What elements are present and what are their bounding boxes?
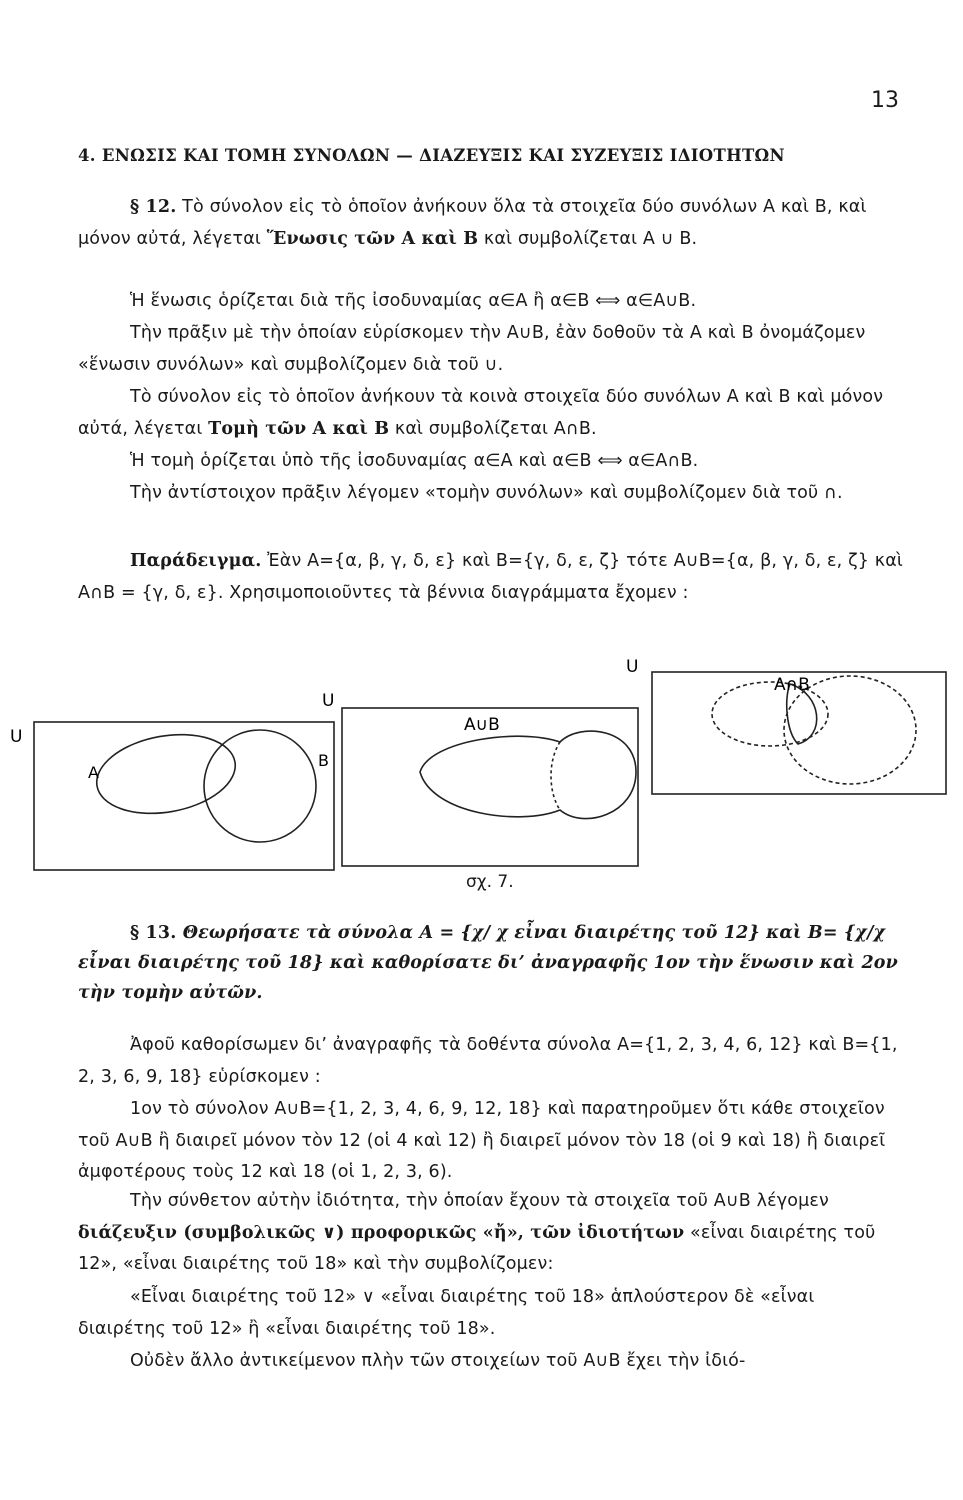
s13-p3-text-a: Τὴν σύνθετον αὐτὴν ἰδιότητα, τὴν ὁποίαν ἔχουν τὰ στοιχεῖα τοῦ Α∪Β λέγομεν: [130, 1191, 829, 1211]
s12-number: § 12.: [130, 197, 177, 217]
d3-intersection-label: A∩B: [774, 675, 810, 695]
union-shape: [420, 731, 636, 818]
d1-set-b-label: B: [318, 751, 329, 770]
s13-paragraph-3: [78, 1186, 906, 1281]
s12-paragraph-6: Τὴν ἀντίστοιχον πρᾶξιν λέγομεν «τομὴν συνόλων» καὶ συμβολίζομεν διὰ τοῦ ∩.: [130, 483, 843, 503]
set-b-circle: [204, 730, 316, 842]
venn-figure: [0, 650, 963, 910]
s13-task-text: Θεωρήσατε τὰ σύνολα Α = {χ/ χ εἶναι διαιρέτης τοῦ 12} καὶ Β= {χ/χ εἶναι διαιρέτης τοῦ 18} καὶ καθορίσατε δι’ ἀναγραφῆς 1ον τὴν ἕνωσιν καὶ 2ον τὴν τομὴν αὐτῶν.: [78, 923, 898, 1003]
s12-paragraph-5: Ἡ τομὴ ὁρίζεται ὑπὸ τῆς ἰσοδυναμίας α∈Α καὶ α∈Β ⟺ α∈Α∩Β.: [130, 451, 699, 471]
s12-intersection-term: Τομὴ τῶν Α καὶ Β: [208, 418, 390, 439]
d3-universe-label: U: [626, 657, 639, 677]
s12-text-2: καὶ συμβολίζεται Α ∪ Β.: [478, 228, 698, 249]
d1-universe-label: U: [10, 727, 23, 747]
set-a-ellipse: [90, 724, 241, 823]
example-label: Παράδειγμα.: [130, 551, 262, 571]
s13-paragraph-1: Ἀφοῦ καθορίσωμεν δι’ ἀναγραφῆς τὰ δοθέντα σύνολα Α={1, 2, 3, 4, 6, 12} καὶ Β={1, 2, 3, 6, 9, 18} εὑρίσκομεν :: [78, 1035, 898, 1087]
s13-disjunction-term: διάζευξιν (συμβολικῶς ∨) προφορικῶς «ἤ», τῶν ἰδιοτήτων: [78, 1222, 685, 1243]
s12-p4-text-c: καὶ συμβολίζεται Α∩Β.: [389, 418, 597, 439]
s13-paragraph-4: «Εἶναι διαιρέτης τοῦ 12» ∨ «εἶναι διαιρέτης τοῦ 18» ἁπλούστερον δὲ «εἶναι διαιρέτης τοῦ 12» ἢ «εἶναι διαιρέτης τοῦ 18».: [78, 1287, 815, 1339]
s12-union-term: Ἕνωσις τῶν Α καὶ Β: [266, 228, 479, 249]
d1-set-a-label: A: [88, 763, 99, 782]
s13-number: § 13.: [130, 923, 177, 943]
page-number: 13: [871, 88, 899, 113]
s13-p3-text-c: «εἶναι διαιρέτης τοῦ 12», «εἶναι διαιρέτης τοῦ 18» καὶ τὴν συμβολίζομεν:: [78, 1222, 876, 1274]
figure-caption: σχ. 7.: [466, 872, 514, 892]
s12-example: [78, 546, 906, 609]
universe-rect-1: [34, 722, 334, 870]
d2-universe-label: U: [322, 691, 335, 711]
s12-p4-text-a: Τὸ σύνολον εἰς τὸ ὁποῖον ἀνήκουν τὰ κοινὰ στοιχεῖα δύο συνόλων Α καὶ Β καὶ μόνον αὐτά, λέγεται: [78, 387, 884, 439]
s12-paragraph-1: [78, 192, 906, 255]
s12-text-1: Τὸ σύνολον εἰς τὸ ὁποῖον ἀνήκουν ὅλα τὰ στοιχεῖα δύο συνόλων Α καὶ Β, καὶ μόνον αὐτά, λέγεται: [78, 197, 867, 249]
s12-paragraph-4: [78, 382, 906, 445]
s12-paragraph-3: Τὴν πρᾶξιν μὲ τὴν ὁποίαν εὑρίσκομεν τὴν Α∪Β, ἐὰν δοθοῦν τὰ Α καὶ Β ὀνομάζομεν «ἕνωσιν συνόλων» καὶ συμβολίζομεν διὰ τοῦ ∪.: [78, 323, 866, 375]
union-inner-dashed: [551, 742, 560, 810]
s13-paragraph-5: Οὐδὲν ἄλλο ἀντικείμενον πλὴν τῶν στοιχείων τοῦ Α∪Β ἔχει τὴν ἰδιό-: [130, 1351, 746, 1371]
section-heading: 4. ΕΝΩΣΙΣ ΚΑΙ ΤΟΜΗ ΣΥΝΟΛΩΝ — ΔΙΑΖΕΥΞΙΣ ΚΑΙ ΣΥΖΕΥΞΙΣ ΙΔΙΟΤΗΤΩΝ: [78, 146, 785, 165]
d2-union-label: A∪B: [464, 715, 500, 735]
s13-paragraph-2: 1ον τὸ σύνολον Α∪Β={1, 2, 3, 4, 6, 9, 12, 18} καὶ παρατηροῦμεν ὅτι κάθε στοιχεῖον τοῦ Α∪Β ἢ διαιρεῖ μόνον τὸν 12 (οἱ 4 καὶ 12) ἢ διαιρεῖ μόνον τὸν 18 (οἱ 9 καὶ 18) ἢ διαιρεῖ ἀμφοτέρους τοὺς 12 καὶ 18 (οἱ 1, 2, 3, 6).: [78, 1099, 886, 1182]
example-text: Ἐὰν Α={α, β, γ, δ, ε} καὶ Β={γ, δ, ε, ζ} τότε Α∪Β={α, β, γ, δ, ε, ζ} καὶ Α∩Β = {γ, δ, ε}. Χρησιμοποιοῦντες τὰ βέννια διαγράμματα ἔχομεν :: [78, 551, 903, 603]
venn-diagram-1: [34, 722, 334, 870]
s13-task: [78, 918, 906, 1008]
s12-paragraph-2: Ἡ ἕνωσις ὁρίζεται διὰ τῆς ἰσοδυναμίας α∈Α ἢ α∈Β ⟺ α∈Α∪Β.: [130, 291, 697, 311]
